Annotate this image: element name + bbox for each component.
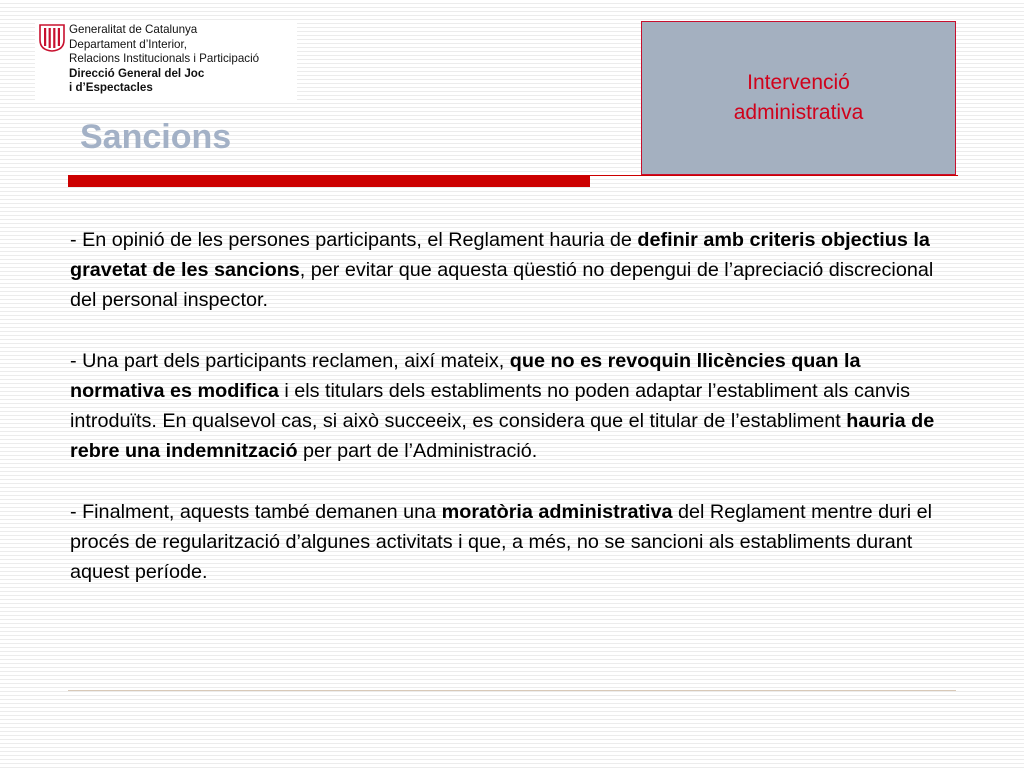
page-title: Sancions — [80, 118, 232, 156]
paragraph-2-bold-2: hauria de rebre una indemnització — [70, 410, 935, 462]
thin-divider-line — [590, 175, 958, 176]
section-tag-line-1: Intervenció — [747, 71, 850, 94]
paragraph-2-text-3: per part de l’Administració. — [297, 440, 538, 462]
section-tag-line-2: administrativa — [733, 101, 864, 124]
paragraph-1 — [70, 225, 950, 315]
generalitat-logo — [35, 20, 297, 102]
logo-text — [69, 23, 259, 96]
paragraph-3-bold-1: moratòria administrativa — [441, 501, 673, 523]
paragraph-3-text-1: - Finalment, aquests també demanen una — [70, 501, 442, 523]
logo-line-4: Direcció General del Joc — [69, 66, 205, 80]
logo-line-5: i d’Espectacles — [69, 81, 153, 94]
paragraph-1-bold-1: definir amb criteris objectius la gravetat de les sancions — [70, 229, 930, 281]
paragraph-2-text-2: i els titulars dels establiments no poden adaptar l’establiment als canvis introduïts. En qualsevol cas, si això succeeix, es considera que el titular de l’establiment — [70, 380, 911, 432]
paragraph-3-text-2: del Reglament mentre duri el procés de regularització d’algunes activitats i que, a més, no se sancioni als establiments durant aquest període. — [70, 501, 933, 583]
senyera-icon — [39, 24, 65, 52]
red-divider-bar — [68, 175, 590, 187]
body-content — [70, 225, 950, 618]
logo-line-1: Generalitat de Catalunya — [69, 23, 198, 36]
section-tag-box — [641, 21, 956, 175]
footer-divider-line — [68, 690, 956, 691]
paragraph-2 — [70, 346, 950, 466]
logo-line-2: Departament d’Interior, — [69, 37, 187, 51]
paragraph-1-text-2: , per evitar que aquesta qüestió no depengui de l’apreciació discrecional del personal inspector. — [70, 259, 934, 311]
logo-line-3: Relacions Institucionals i Participació — [69, 52, 260, 65]
paragraph-1-text-1: - En opinió de les persones participants, el Reglament hauria de — [70, 229, 638, 251]
paragraph-2-bold-1: que no es revoquin llicències quan la normativa es modifica — [70, 350, 861, 402]
paragraph-2-text-1: - Una part dels participants reclamen, així mateix, — [70, 350, 510, 372]
paragraph-3 — [70, 497, 950, 587]
